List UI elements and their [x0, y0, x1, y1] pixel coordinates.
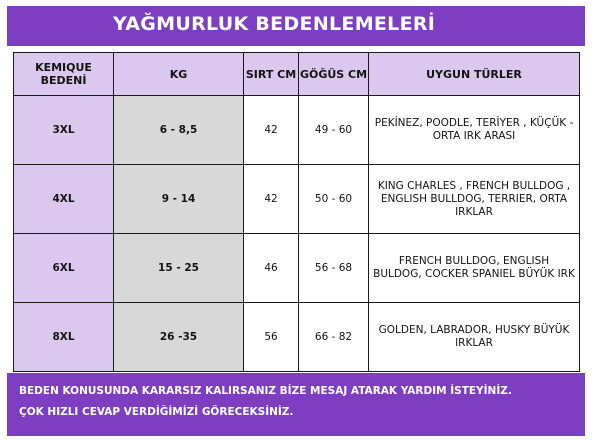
sirt-cell: 42: [244, 96, 299, 165]
breeds-cell: KING CHARLES , FRENCH BULLDOG , ENGLISH BULLDOG, TERRIER, ORTA IRKLAR: [369, 165, 580, 234]
gogus-cell: 49 - 60: [299, 96, 369, 165]
size-cell: 6XL: [14, 234, 114, 303]
sirt-cell: 46: [244, 234, 299, 303]
header-size: KEMIQUE BEDENİ: [14, 53, 114, 96]
header-sirt: SIRT CM: [244, 53, 299, 96]
size-table: [13, 52, 580, 372]
kg-cell: 6 - 8,5: [114, 96, 244, 165]
size-cell: 4XL: [14, 165, 114, 234]
header-kg: KG: [114, 53, 244, 96]
kg-cell: 9 - 14: [114, 165, 244, 234]
table-row: [14, 96, 580, 165]
table-row: [14, 234, 580, 303]
size-cell: 8XL: [14, 303, 114, 372]
breeds-cell: PEKİNEZ, POODLE, TERİYER , KÜÇÜK - ORTA IRK ARASI: [369, 96, 580, 165]
header-uygun: UYGUN TÜRLER: [369, 53, 580, 96]
size-chart: [7, 6, 585, 436]
breeds-cell: FRENCH BULLDOG, ENGLISH BULDOG, COCKER SPANIEL BÜYÜK IRK: [369, 234, 580, 303]
sirt-cell: 56: [244, 303, 299, 372]
kg-cell: 15 - 25: [114, 234, 244, 303]
gogus-cell: 66 - 82: [299, 303, 369, 372]
table-row: [14, 165, 580, 234]
footer-line-2: ÇOK HIZLI CEVAP VERDİĞİMİZİ GÖRECEKSİNİZ.: [19, 406, 294, 418]
breeds-cell: GOLDEN, LABRADOR, HUSKY BÜYÜK IRKLAR: [369, 303, 580, 372]
gogus-cell: 50 - 60: [299, 165, 369, 234]
title-bar: [7, 6, 585, 46]
table-row: [14, 303, 580, 372]
sirt-cell: 42: [244, 165, 299, 234]
footer-line-1: BEDEN KONUSUNDA KARARSIZ KALIRSANIZ BİZE MESAJ ATARAK YARDIM İSTEYİNİZ.: [19, 385, 512, 397]
size-cell: 3XL: [14, 96, 114, 165]
gogus-cell: 56 - 68: [299, 234, 369, 303]
page-title: YAĞMURLUK BEDENLEMELERİ: [113, 13, 436, 35]
table-header-row: [14, 53, 580, 96]
header-gogus: GÖĞÜS CM: [299, 53, 369, 96]
footer-banner: [7, 373, 585, 436]
kg-cell: 26 -35: [114, 303, 244, 372]
